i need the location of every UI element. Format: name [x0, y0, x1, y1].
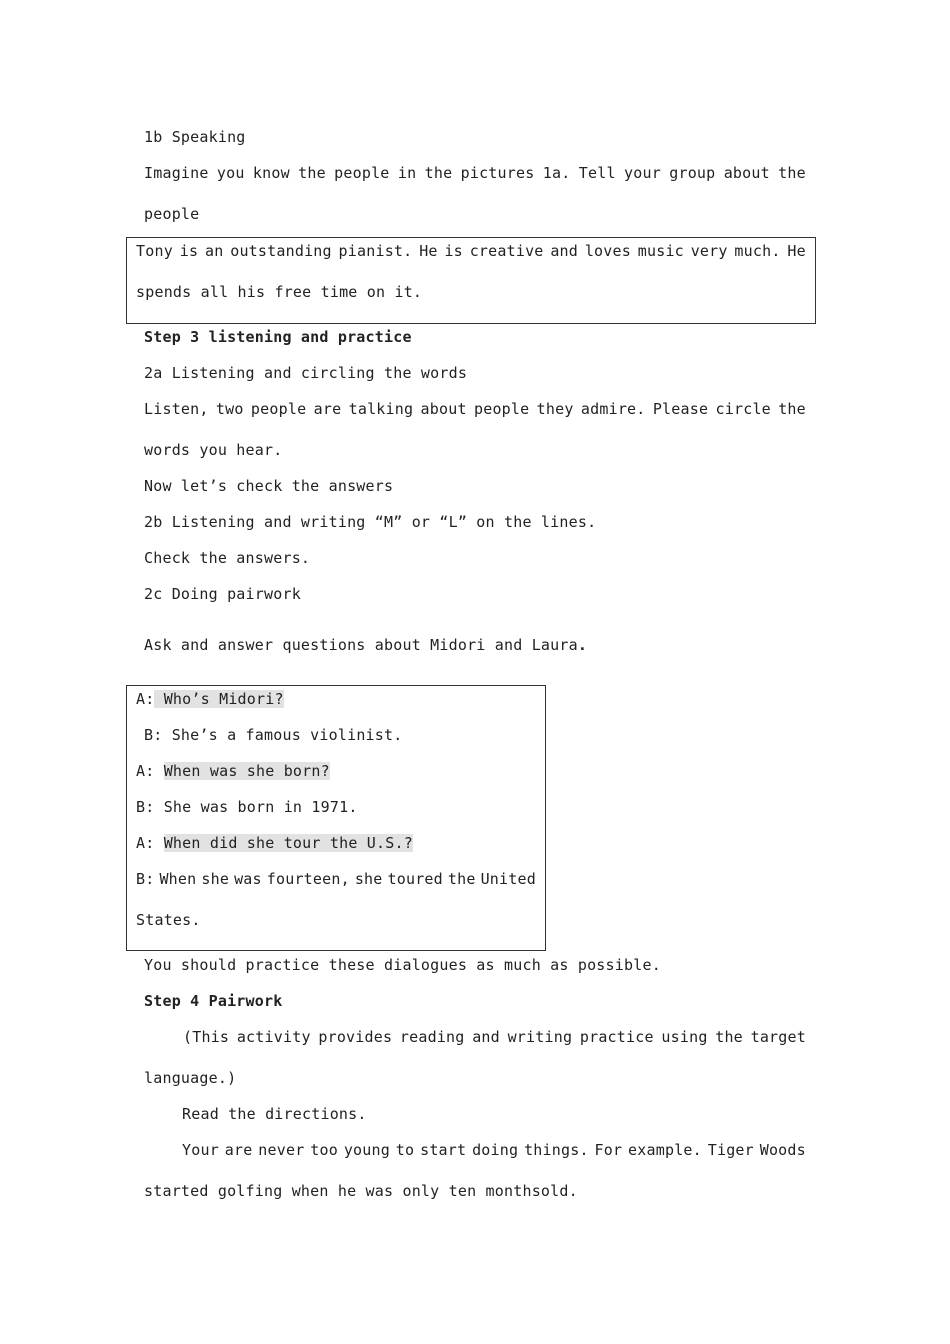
section-2c-instruction-text: Ask and answer questions about Midori and Laura: [144, 636, 578, 654]
word: Tiger: [707, 1141, 754, 1159]
dialogue-line-3: [136, 761, 330, 781]
dialogue-line-1: [136, 689, 284, 709]
word: loves: [584, 242, 631, 260]
word: fourteen,: [266, 870, 350, 888]
word: in: [397, 164, 417, 182]
check-answers-text: Now let’s check the answers: [144, 477, 394, 495]
word: is: [444, 242, 463, 260]
word: activity: [236, 1028, 311, 1046]
word: Tell: [578, 164, 616, 182]
word: For: [594, 1141, 623, 1159]
speaker-a-label: A:: [136, 690, 155, 708]
word: When: [159, 870, 197, 888]
dialogue-line-6: [136, 869, 536, 889]
check-answers-text-2: Check the answers.: [144, 549, 311, 567]
word: she: [201, 870, 230, 888]
section-2a-heading: 2a Listening and circling the words: [144, 364, 468, 382]
word: Woods: [759, 1141, 806, 1159]
dialogue-line-2: [144, 725, 402, 745]
word: about: [723, 164, 770, 182]
word: Imagine: [144, 164, 209, 182]
section-1b-heading: 1b Speaking: [144, 128, 246, 146]
word: start: [420, 1141, 467, 1159]
word: the: [298, 164, 326, 182]
word: provides: [318, 1028, 393, 1046]
dialogue-line-4: [136, 797, 358, 817]
word: and: [472, 1028, 500, 1046]
word: the: [715, 1028, 743, 1046]
step3-heading: Step 3 listening and practice: [144, 328, 412, 346]
word: you: [216, 164, 245, 182]
word: Tony: [136, 242, 173, 260]
word: the: [778, 400, 806, 418]
word: Your: [182, 1141, 219, 1159]
word: music: [637, 242, 684, 260]
step4-example: [182, 1140, 806, 1160]
word: target: [750, 1028, 806, 1046]
word: too: [310, 1141, 338, 1159]
step4-note-continued: language.): [144, 1069, 237, 1087]
example-text-line1: [136, 241, 806, 261]
word: things.: [524, 1141, 589, 1159]
word: United: [480, 870, 536, 888]
answer-text: She’s a famous violinist.: [171, 726, 403, 744]
word: 1a.: [542, 164, 571, 182]
word: young: [343, 1141, 390, 1159]
section-2a-instruction-continued: words you hear.: [144, 441, 283, 459]
word: (This: [183, 1028, 230, 1046]
word: she: [354, 870, 383, 888]
word: are: [224, 1141, 253, 1159]
word: group: [669, 164, 716, 182]
word: pictures: [460, 164, 535, 182]
word: the: [447, 870, 476, 888]
step4-heading: Step 4 Pairwork: [144, 992, 283, 1010]
word: are: [313, 400, 342, 418]
speaker-b-label: B:: [144, 726, 163, 744]
word: two: [215, 400, 244, 418]
section-1b-instruction-continued: people: [144, 205, 200, 223]
word: very: [690, 242, 728, 260]
word: the: [778, 164, 806, 182]
question-highlight: When did she tour the U.S.?: [163, 834, 413, 852]
word: reading: [399, 1028, 465, 1046]
word: people: [334, 164, 390, 182]
word: B:: [136, 870, 155, 888]
word: to: [395, 1141, 415, 1159]
dialogue-line-6-continued: States.: [136, 911, 201, 929]
word: admire.: [580, 400, 646, 418]
word: creative: [469, 242, 544, 260]
word: doing: [472, 1141, 519, 1159]
word: is: [179, 242, 199, 260]
word: your: [624, 164, 661, 182]
section-2c-instruction-period: .: [577, 636, 588, 654]
example-text-line2: spends all his free time on it.: [136, 283, 423, 301]
speaker-a-label: A:: [136, 834, 155, 852]
section-2c-heading: 2c Doing pairwork: [144, 585, 301, 603]
word: they: [536, 400, 574, 418]
word: writing: [507, 1028, 573, 1046]
word: never: [258, 1141, 305, 1159]
word: much.: [734, 242, 781, 260]
word: practice: [579, 1028, 654, 1046]
dialogue-line-5: [136, 833, 413, 853]
step4-example-continued: started golfing when he was only ten monthsold.: [144, 1182, 578, 1200]
word: example.: [628, 1141, 702, 1159]
word: circle: [715, 400, 771, 418]
word: toured: [387, 870, 443, 888]
practice-note: You should practice these dialogues as much as possible.: [144, 956, 661, 974]
word: was: [234, 870, 262, 888]
word: about: [420, 400, 467, 418]
word: talking: [348, 400, 414, 418]
speaker-a-label: A:: [136, 762, 155, 780]
word: Listen,: [144, 400, 209, 418]
answer-text: She was born in 1971.: [163, 798, 358, 816]
step4-directions: Read the directions.: [182, 1105, 367, 1123]
speaker-b-label: B:: [136, 798, 155, 816]
section-2a-instruction: [144, 399, 806, 419]
step4-note: [183, 1027, 806, 1047]
word: know: [252, 164, 290, 182]
section-2c-instruction: [144, 635, 587, 655]
word: outstanding: [230, 242, 332, 260]
question-highlight: When was she born?: [163, 762, 330, 780]
word: people: [473, 400, 530, 418]
section-2b-heading: 2b Listening and writing “M” or “L” on the lines.: [144, 513, 597, 531]
word: people: [250, 400, 307, 418]
word: the: [424, 164, 453, 182]
section-1b-instruction: [144, 163, 806, 183]
word: He: [787, 242, 806, 260]
question-highlight: Who’s Midori?: [154, 690, 284, 708]
word: an: [204, 242, 224, 260]
word: pianist.: [338, 242, 413, 260]
word: and: [550, 242, 579, 260]
word: He: [419, 242, 438, 260]
word: using: [661, 1028, 708, 1046]
word: Please: [652, 400, 709, 418]
